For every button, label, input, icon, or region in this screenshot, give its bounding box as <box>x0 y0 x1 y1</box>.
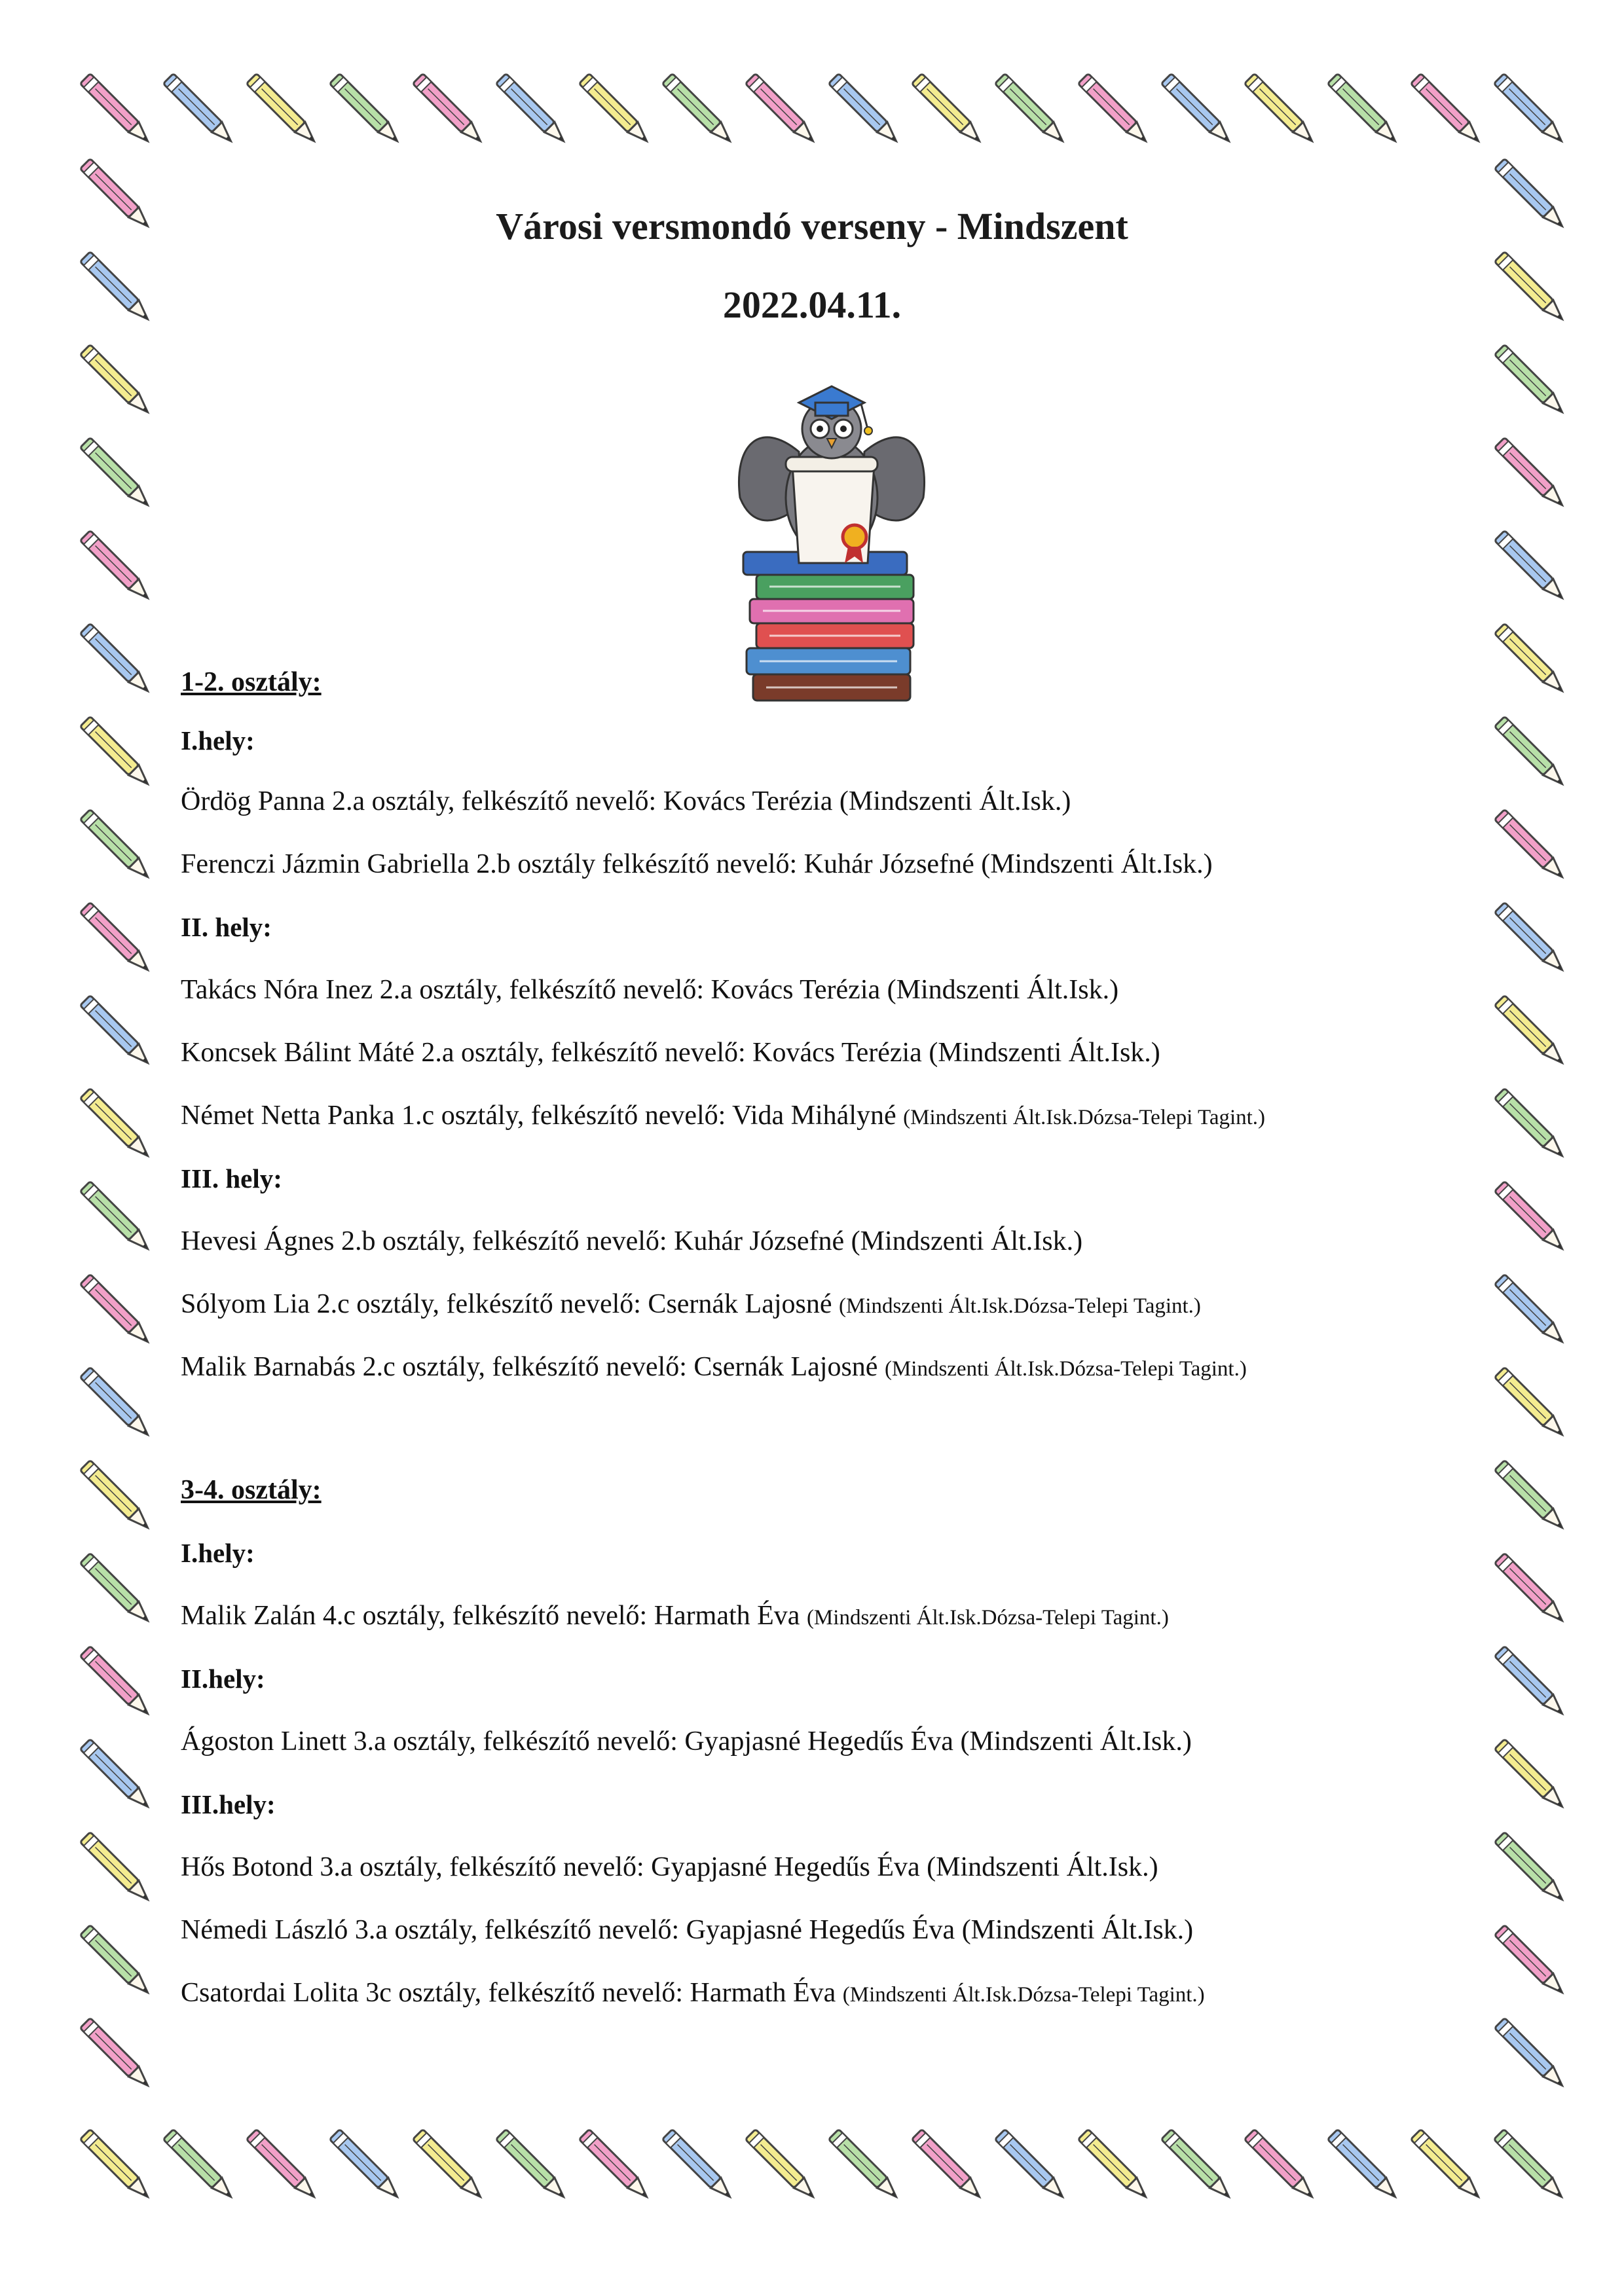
pencil-icon <box>995 2129 1067 2202</box>
place-label: II.hely: <box>181 1664 265 1694</box>
pencil-icon <box>496 73 568 146</box>
result-entry: Némedi László 3.a osztály, felkészítő nevelő: Gyapjasné Hegedűs Éva (Mindszenti Ált.Isk.) <box>181 1915 1194 1945</box>
pencil-icon <box>1494 623 1567 696</box>
section-heading-grade-3-4: 3-4. osztály: <box>181 1475 322 1505</box>
owl-on-books-icon <box>720 367 943 707</box>
pencil-icon <box>828 2129 901 2202</box>
pencil-icon <box>1494 1553 1567 1626</box>
pencil-icon <box>1494 1460 1567 1533</box>
pencil-icon <box>1411 73 1483 146</box>
result-entry: Német Netta Panka 1.c osztály, felkészítő nevelő: Vida Mihályné (Mindszenti Ált.Isk.Dózsa-Telepi Tagint.) <box>181 1101 1266 1131</box>
pencil-icon <box>1327 73 1400 146</box>
pencil-icon <box>1494 73 1566 146</box>
pencil-icon <box>1494 344 1567 417</box>
pencil-icon <box>1494 437 1567 510</box>
result-entry: Hős Botond 3.a osztály, felkészítő nevelő: Gyapjasné Hegedűs Éva (Mindszenti Ált.Isk.) <box>181 1852 1158 1882</box>
pencil-icon <box>745 2129 818 2202</box>
pencil-icon <box>80 530 153 603</box>
result-entry: Malik Zalán 4.c osztály, felkészítő nevelő: Harmath Éva (Mindszenti Ált.Isk.Dózsa-Telepi Tagint.) <box>181 1601 1169 1631</box>
pencil-icon <box>1494 1832 1567 1904</box>
pencil-icon <box>1327 2129 1400 2202</box>
pencil-icon <box>80 1088 153 1161</box>
pencil-icon <box>579 73 652 146</box>
place-label: III. hely: <box>181 1163 282 1194</box>
place-label: I.hely: <box>181 1538 255 1568</box>
result-entry: Csatordai Lolita 3c osztály, felkészítő nevelő: Harmath Éva (Mindszenti Ált.Isk.Dózsa-Telepi Tagint.) <box>181 1978 1205 2008</box>
pencil-icon <box>1494 1367 1567 1440</box>
pencil-icon <box>246 73 319 146</box>
event-date: 2022.04.11. <box>722 283 902 326</box>
place-label: I.hely: <box>181 725 255 756</box>
pencil-icon <box>413 2129 485 2202</box>
pencil-icon <box>662 2129 735 2202</box>
pencil-icon <box>80 73 153 146</box>
pencil-icon <box>662 73 735 146</box>
pencil-icon <box>329 2129 402 2202</box>
pencil-icon <box>1078 2129 1151 2202</box>
pencil-icon <box>1494 2018 1567 2090</box>
pencil-icon <box>80 1925 153 1997</box>
pencil-icon <box>1244 73 1317 146</box>
pencil-icon <box>413 73 485 146</box>
pencil-icon <box>80 1832 153 1904</box>
pencil-icon <box>80 623 153 696</box>
pencil-icon <box>1494 2129 1566 2202</box>
pencil-icon <box>80 344 153 417</box>
pencil-icon <box>80 995 153 1068</box>
pencil-icon <box>1494 1181 1567 1254</box>
result-entry: Ágoston Linett 3.a osztály, felkészítő nevelő: Gyapjasné Hegedűs Éva (Mindszenti Ált.Isk.) <box>181 1726 1192 1757</box>
pencil-icon <box>80 2129 153 2202</box>
pencil-icon <box>80 809 153 882</box>
pencil-icon <box>1494 809 1567 882</box>
result-entry: Koncsek Bálint Máté 2.a osztály, felkészítő nevelő: Kovács Terézia (Mindszenti Ált.Isk.) <box>181 1038 1160 1068</box>
place-label: III.hely: <box>181 1789 276 1819</box>
pencil-icon <box>80 1181 153 1254</box>
result-entry: Takács Nóra Inez 2.a osztály, felkészítő nevelő: Kovács Terézia (Mindszenti Ált.Isk.) <box>181 975 1119 1005</box>
pencil-icon <box>1494 1088 1567 1161</box>
pencil-icon <box>163 73 236 146</box>
pencil-icon <box>1494 1274 1567 1347</box>
pencil-icon <box>1078 73 1151 146</box>
pencil-icon <box>1494 1646 1567 1719</box>
pencil-icon <box>1494 902 1567 975</box>
pencil-icon <box>80 2018 153 2090</box>
pencil-icon <box>1161 73 1234 146</box>
pencil-icon <box>80 1553 153 1626</box>
result-entry: Ferenczi Jázmin Gabriella 2.b osztály felkészítő nevelő: Kuhár Józsefné (Mindszenti Ált.Isk.) <box>181 849 1213 879</box>
pencil-icon <box>80 902 153 975</box>
pencil-icon <box>828 73 901 146</box>
place-label: II. hely: <box>181 912 272 942</box>
pencil-icon <box>745 73 818 146</box>
pencil-icon <box>1161 2129 1234 2202</box>
result-entry: Ördög Panna 2.a osztály, felkészítő nevelő: Kovács Terézia (Mindszenti Ált.Isk.) <box>181 786 1071 816</box>
pencil-icon <box>1494 716 1567 789</box>
pencil-icon <box>80 1274 153 1347</box>
section-heading-grade-1-2: 1-2. osztály: <box>181 667 322 697</box>
pencil-icon <box>163 2129 236 2202</box>
page-title: Városi versmondó verseny - Mindszent <box>496 205 1128 247</box>
pencil-icon <box>1494 995 1567 1068</box>
pencil-icon <box>80 1367 153 1440</box>
pencil-icon <box>246 2129 319 2202</box>
pencil-icon <box>995 73 1067 146</box>
pencil-icon <box>496 2129 568 2202</box>
pencil-icon <box>80 437 153 510</box>
pencil-icon <box>80 1460 153 1533</box>
pencil-icon <box>80 1646 153 1719</box>
pencil-icon <box>579 2129 652 2202</box>
result-entry: Malik Barnabás 2.c osztály, felkészítő nevelő: Csernák Lajosné (Mindszenti Ált.Isk.Dózsa-Telepi Tagint.) <box>181 1352 1247 1382</box>
pencil-icon <box>1494 1925 1567 1997</box>
pencil-icon <box>912 73 984 146</box>
result-entry: Hevesi Ágnes 2.b osztály, felkészítő nevelő: Kuhár Józsefné (Mindszenti Ált.Isk.) <box>181 1226 1083 1256</box>
pencil-icon <box>80 1739 153 1812</box>
result-entry: Sólyom Lia 2.c osztály, felkészítő nevelő: Csernák Lajosné (Mindszenti Ált.Isk.Dózsa-Telepi Tagint.) <box>181 1289 1201 1319</box>
pencil-icon <box>80 716 153 789</box>
pencil-icon <box>329 73 402 146</box>
pencil-icon <box>1411 2129 1483 2202</box>
pencil-icon <box>1494 1739 1567 1812</box>
pencil-icon <box>912 2129 984 2202</box>
pencil-icon <box>1494 530 1567 603</box>
pencil-icon <box>1244 2129 1317 2202</box>
